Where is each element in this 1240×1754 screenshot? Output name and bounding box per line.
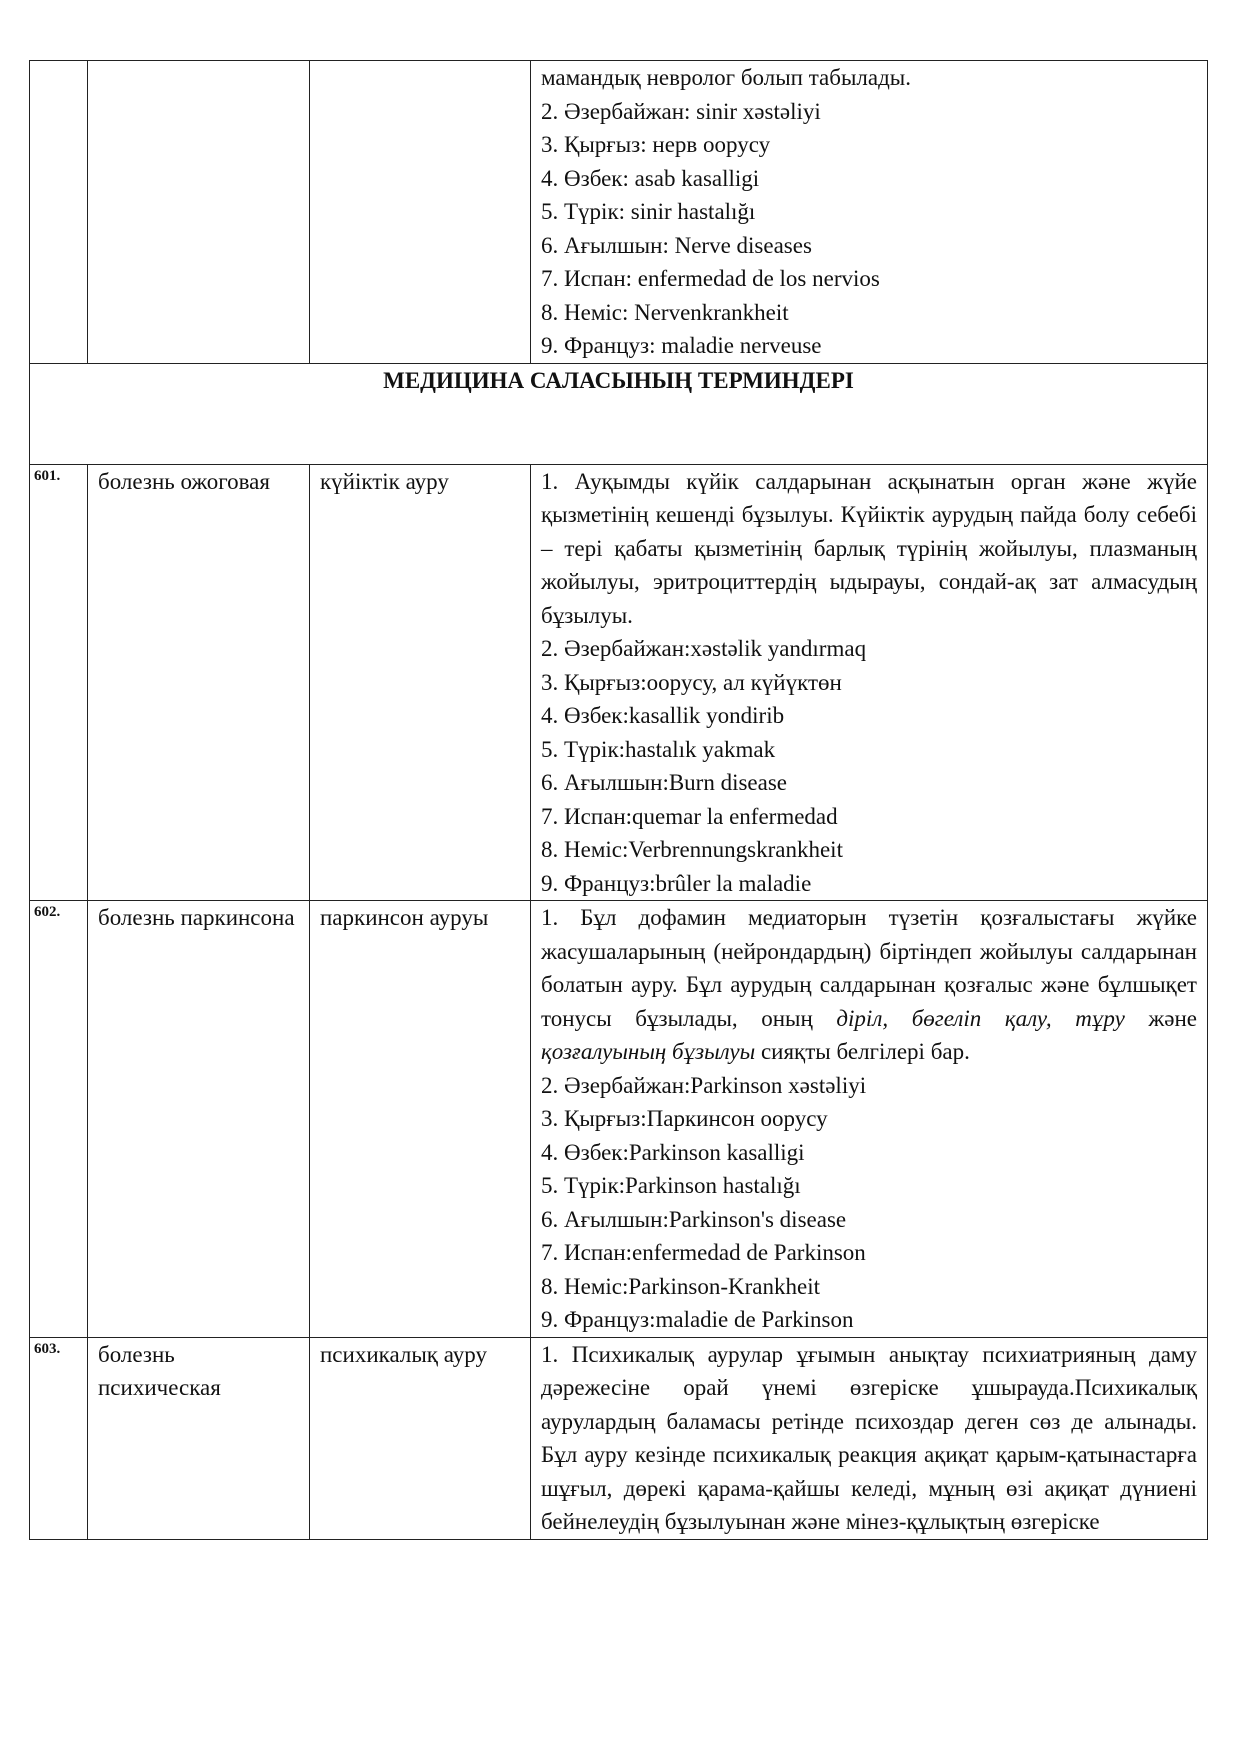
translation-line: 7. Испан:quemar la enfermedad [541,803,838,829]
ru-term: болезнь ожоговая [88,464,310,901]
term-row-603 [30,1337,1208,1539]
translation-line: 7. Испан:enfermedad de Parkinson [541,1240,866,1265]
translation-line: 3. Қырғыз:Паркинсон оорусу [541,1106,828,1131]
translation-line: 4. Өзбек:Parkinson kasalligi [541,1139,805,1165]
translation-line: 9. Француз:brûler la maladie [541,870,812,896]
translation-line: 7. Испан: enfermedad de los nervios [541,266,880,291]
translation-line: 6. Ағылшын: Nerve diseases [541,232,812,258]
definition-part: және [1124,1005,1198,1031]
definition-cell [531,61,1208,364]
translation-line: 8. Неміс:Parkinson-Krankheit [541,1273,820,1299]
entry-number: 603. [30,1337,88,1539]
definition-italic: діріл, бөгеліп қалу, тұру [836,1005,1125,1031]
translation-line: 4. Өзбек:kasallik yondirib [541,703,785,728]
kk-term: психикалық ауру [310,1337,531,1539]
ru-term-cell [88,61,310,364]
kk-term: күйіктік ауру [310,464,531,901]
translation-line: 2. Әзербайжан:xəstəlik yandırmaq [541,636,867,661]
definition-text [541,901,1197,1069]
translation-line: 8. Неміс: Nervenkrankheit [541,299,789,325]
definition-cell [531,464,1208,901]
translation-line: 5. Түрік: sinir hastalığı [541,199,756,224]
definition-italic: қозғалуының бұзылуы [541,1039,756,1064]
definition-cell [531,1337,1208,1539]
translation-line: 2. Әзербайжан: sinir xəstəliyi [541,98,821,124]
translation-line: 6. Ағылшын:Burn disease [541,770,788,795]
translation-line: 9. Француз:maladie de Parkinson [541,1307,854,1332]
translation-line: 9. Француз: maladie nerveuse [541,333,822,358]
definition-part: сияқты белгілері бар. [755,1039,970,1064]
translation-line: 5. Түрік:Parkinson hastalığı [541,1173,801,1198]
term-row-602 [30,901,1208,1338]
terms-table [29,60,1208,1540]
definition-cell [531,901,1208,1338]
definition-text: 1. Ауқымды күйік салдарынан асқынатын орган және жүйе қызметінің кешенді бұзылуы. Күйіктік аурудың пайда болу себебі – тері қабаты қызметінің барлық түрінің жойылуы, плазманың жойылуы, эритроциттердің ыдырауы, сондай-ақ зат алмасудың бұзылуы. [541,468,1197,628]
kk-term-cell [310,61,531,364]
definition-text: 1. Психикалық аурулар ұғымын анықтау психиатрияның даму дәрежесіне орай үнемі өзгеріске ұшырауда.Психикалық аурулардың баламасы ретінде психоздар деген сөз де алынады. Бұл ауру кезінде психикалық реакция ақиқат қарым-қатынастарға шұғыл, дөрекі қарама-қайшы келеді, мұның өзі ақиқат дүниені бейнелеудің бұзылуынан және мінез-құлықтың өзгеріске [541,1341,1197,1534]
translation-line: 2. Әзербайжан:Parkinson xəstəliyi [541,1072,867,1098]
translation-line: 6. Ағылшын:Parkinson's disease [541,1206,847,1232]
definition-part: 1. Бұл дофамин медиаторын түзетін қозғалыстағы жүйке жасушаларының (нейрондардың) біртіндеп жойылуы салдарынан болатын ауру. Бұл аурудың салдарынан қозғалыс және бұлшықет тонусы бұзылады, оның [541,905,1197,1031]
translation-line: 3. Қырғыз:оорусу, ал күйүктөн [541,669,842,695]
section-heading-row [30,363,1208,464]
translation-line: 3. Қырғыз: нерв оорусу [541,132,771,157]
entry-number: 602. [30,901,88,1338]
translation-line: 8. Неміс:Verbrennungskrankheit [541,837,843,862]
section-title: МЕДИЦИНА САЛАСЫНЫҢ ТЕРМИНДЕРІ [30,363,1208,464]
translation-line: 4. Өзбек: asab kasalligi [541,165,760,191]
ru-term: болезнь психическая [88,1337,310,1539]
ru-term: болезнь паркинсона [88,901,310,1338]
num-cell [30,61,88,364]
translation-line: 5. Түрік:hastalık yakmak [541,736,776,762]
entry-number: 601. [30,464,88,901]
term-row-601 [30,464,1208,901]
text-line: мамандық невролог болып табылады. [541,65,912,90]
continuation-row [30,61,1208,364]
kk-term: паркинсон ауруы [310,901,531,1338]
